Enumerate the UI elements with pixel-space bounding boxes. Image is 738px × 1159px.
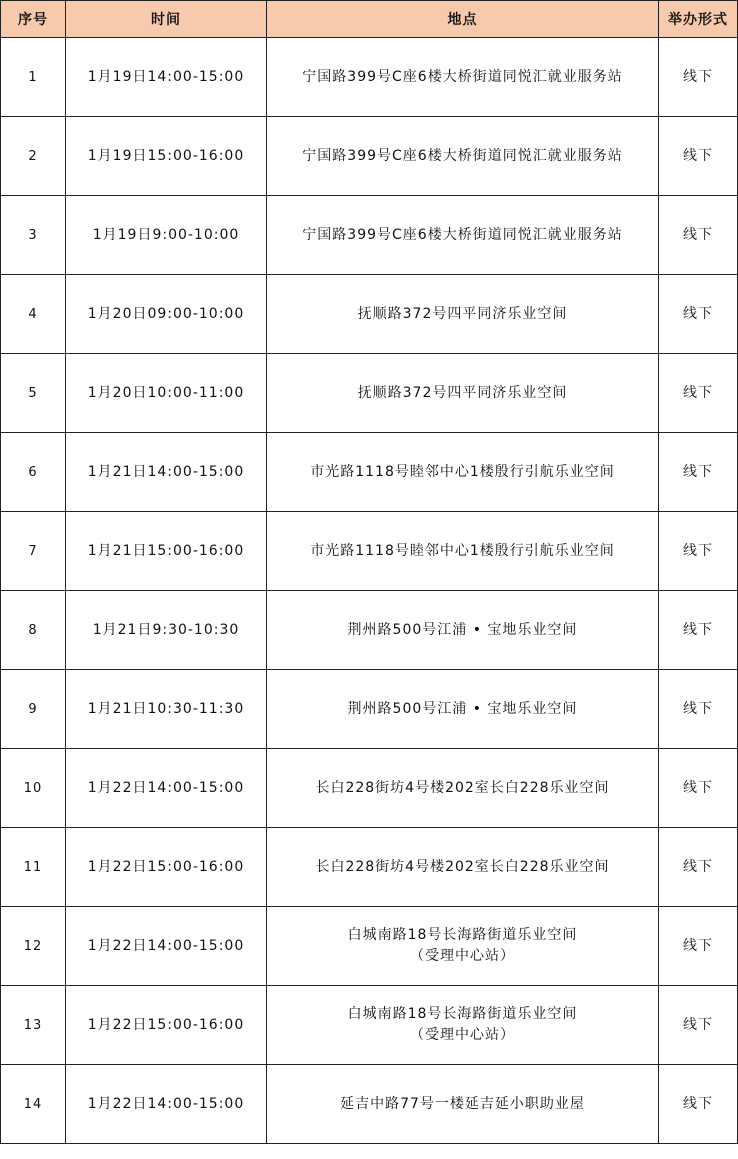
cell-num: 6 xyxy=(1,433,66,512)
cell-location xyxy=(267,828,659,907)
location-line: 延吉中路77号一楼延吉延小职助业屋 xyxy=(340,1095,585,1112)
location-line: 宁国路399号C座6楼大桥街道同悦汇就业服务站 xyxy=(302,226,623,243)
table-row xyxy=(1,907,738,986)
cell-time: 1月19日14:00-15:00 xyxy=(66,38,267,117)
cell-format: 线下 xyxy=(659,117,738,196)
cell-num: 7 xyxy=(1,512,66,591)
cell-location xyxy=(267,275,659,354)
table-row xyxy=(1,591,738,670)
table-row xyxy=(1,275,738,354)
cell-format: 线下 xyxy=(659,1065,738,1144)
location-line: 宁国路399号C座6楼大桥街道同悦汇就业服务站 xyxy=(302,147,623,164)
table-row xyxy=(1,828,738,907)
cell-time: 1月21日9:30-10:30 xyxy=(66,591,267,670)
cell-time: 1月21日15:00-16:00 xyxy=(66,512,267,591)
location-line: 抚顺路372号四平同济乐业空间 xyxy=(357,384,568,401)
table-row xyxy=(1,354,738,433)
cell-location xyxy=(267,591,659,670)
location-line: 长白228街坊4号楼202室长白228乐业空间 xyxy=(315,779,610,796)
table-row xyxy=(1,1065,738,1144)
location-line: 市光路1118号睦邻中心1楼殷行引航乐业空间 xyxy=(310,463,615,480)
cell-format: 线下 xyxy=(659,749,738,828)
table-row xyxy=(1,670,738,749)
location-line: 荆州路500号江浦 • 宝地乐业空间 xyxy=(347,700,578,717)
cell-num: 5 xyxy=(1,354,66,433)
cell-num: 11 xyxy=(1,828,66,907)
header-row xyxy=(1,1,738,38)
cell-location xyxy=(267,907,659,986)
cell-format: 线下 xyxy=(659,907,738,986)
table-row xyxy=(1,433,738,512)
location-line: 市光路1118号睦邻中心1楼殷行引航乐业空间 xyxy=(310,542,615,559)
cell-time: 1月20日10:00-11:00 xyxy=(66,354,267,433)
cell-time: 1月22日14:00-15:00 xyxy=(66,1065,267,1144)
cell-format: 线下 xyxy=(659,591,738,670)
cell-format: 线下 xyxy=(659,512,738,591)
cell-num: 14 xyxy=(1,1065,66,1144)
cell-location xyxy=(267,433,659,512)
cell-num: 4 xyxy=(1,275,66,354)
cell-location xyxy=(267,1065,659,1144)
cell-format: 线下 xyxy=(659,986,738,1065)
table-header xyxy=(1,1,738,38)
cell-num: 3 xyxy=(1,196,66,275)
cell-format: 线下 xyxy=(659,670,738,749)
table-row xyxy=(1,512,738,591)
cell-time: 1月21日10:30-11:30 xyxy=(66,670,267,749)
cell-location xyxy=(267,117,659,196)
cell-time: 1月20日09:00-10:00 xyxy=(66,275,267,354)
table-row xyxy=(1,196,738,275)
cell-time: 1月19日9:00-10:00 xyxy=(66,196,267,275)
table-row xyxy=(1,749,738,828)
table-row xyxy=(1,38,738,117)
cell-num: 9 xyxy=(1,670,66,749)
cell-time: 1月19日15:00-16:00 xyxy=(66,117,267,196)
cell-num: 10 xyxy=(1,749,66,828)
cell-location xyxy=(267,38,659,117)
cell-location xyxy=(267,354,659,433)
location-line: 荆州路500号江浦 • 宝地乐业空间 xyxy=(347,621,578,638)
cell-format: 线下 xyxy=(659,354,738,433)
location-line: 抚顺路372号四平同济乐业空间 xyxy=(357,305,568,322)
cell-location xyxy=(267,512,659,591)
cell-format: 线下 xyxy=(659,433,738,512)
header-format: 举办形式 xyxy=(659,1,738,38)
header-num: 序号 xyxy=(1,1,66,38)
cell-num: 1 xyxy=(1,38,66,117)
location-line: 白城南路18号长海路街道乐业空间 xyxy=(347,927,578,943)
cell-format: 线下 xyxy=(659,275,738,354)
cell-format: 线下 xyxy=(659,38,738,117)
cell-location xyxy=(267,196,659,275)
cell-num: 2 xyxy=(1,117,66,196)
cell-time: 1月22日15:00-16:00 xyxy=(66,828,267,907)
header-location: 地点 xyxy=(267,1,659,38)
table-body xyxy=(1,38,738,1144)
table-row xyxy=(1,986,738,1065)
cell-num: 12 xyxy=(1,907,66,986)
cell-location xyxy=(267,749,659,828)
cell-format: 线下 xyxy=(659,828,738,907)
location-line: 白城南路18号长海路街道乐业空间 xyxy=(347,1006,578,1022)
location-line: 长白228街坊4号楼202室长白228乐业空间 xyxy=(315,858,610,875)
cell-location xyxy=(267,986,659,1065)
cell-time: 1月22日14:00-15:00 xyxy=(66,907,267,986)
cell-location xyxy=(267,670,659,749)
location-line-sub: （受理中心站） xyxy=(410,948,515,964)
header-time: 时间 xyxy=(66,1,267,38)
cell-time: 1月22日15:00-16:00 xyxy=(66,986,267,1065)
cell-format: 线下 xyxy=(659,196,738,275)
cell-time: 1月22日14:00-15:00 xyxy=(66,749,267,828)
table-row xyxy=(1,117,738,196)
location-line: 宁国路399号C座6楼大桥街道同悦汇就业服务站 xyxy=(302,68,623,85)
cell-time: 1月21日14:00-15:00 xyxy=(66,433,267,512)
location-line-sub: （受理中心站） xyxy=(410,1027,515,1043)
cell-num: 13 xyxy=(1,986,66,1065)
cell-num: 8 xyxy=(1,591,66,670)
